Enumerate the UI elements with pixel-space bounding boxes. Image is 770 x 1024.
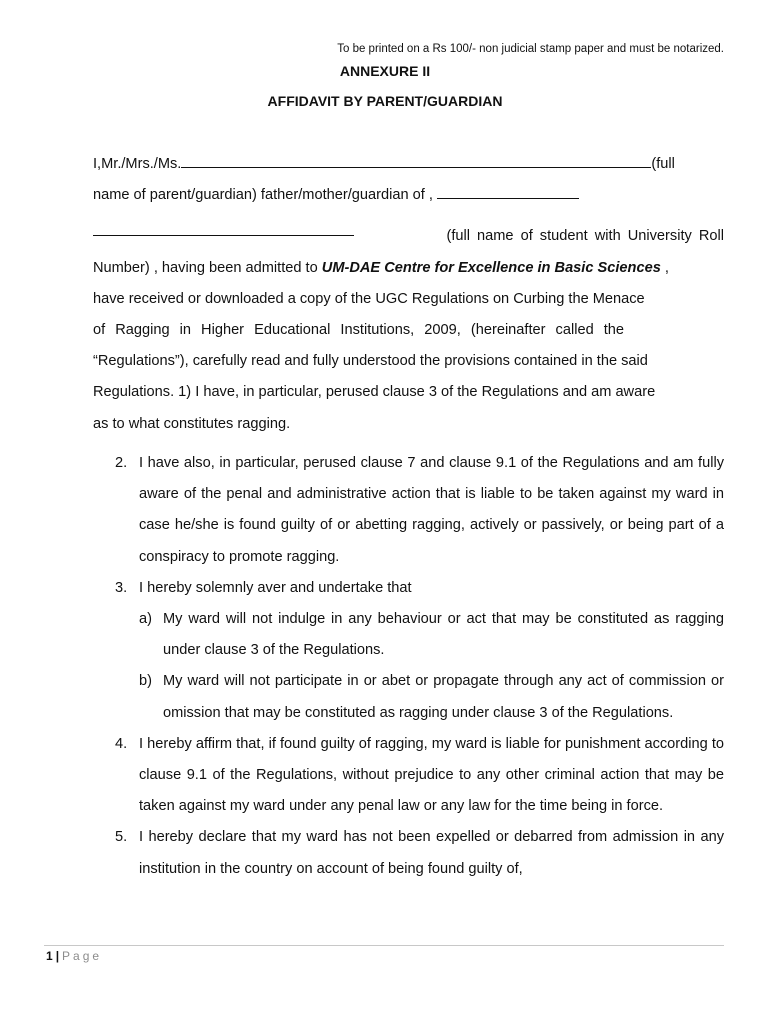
list-item-3: 3. I hereby solemnly aver and undertake that (115, 579, 412, 596)
parent-name-blank[interactable] (181, 153, 651, 168)
intro-line-3: (full name of student with University Roll (93, 221, 724, 252)
undertaking-list (93, 448, 724, 885)
page-footer (46, 949, 102, 963)
annexure-heading: ANNEXURE II (339, 63, 431, 79)
page-label: Page (62, 949, 103, 963)
intro-line-7: “Regulations”), carefully read and fully understood the provisions contained in the said (93, 353, 648, 370)
list-item-4: 4. I hereby affirm that, if found guilty of ragging, my ward is liable for punishment according to clause 9.1 of the Regulations, without prejudice to any other criminal action that may be taken against my ward under any penal law or any law for the time being in force. (115, 735, 724, 815)
intro-line-4: Number) , having been admitted to UM-DAE Centre for Excellence in Basic Sciences , (93, 259, 669, 276)
list-item-5: 5. I hereby declare that my ward has not been expelled or debarred from admission in any institution in the country on account of being found guilty of, (115, 829, 724, 877)
intro-line-1: I,Mr./Mrs./Ms. (full (93, 149, 724, 180)
intro-line-6: of Ragging in Higher Educational Institutions, 2009, (hereinafter called the (93, 322, 625, 339)
intro-paragraph (93, 149, 724, 440)
list-item-3b: b) My ward will not participate in or abet or propagate through any act of commission or omission that may be constituted as ragging under clause 3 of the Regulations. (139, 673, 724, 721)
footer-separator: | (55, 949, 60, 963)
student-name-blank-1[interactable] (437, 184, 579, 199)
footer-divider (44, 945, 724, 946)
stamp-paper-note: To be printed on a Rs 100/- non judicial stamp paper and must be notarized. (337, 43, 724, 55)
student-name-blank-2[interactable] (93, 221, 354, 236)
intro-line-8: Regulations. 1) I have, in particular, perused clause 3 of the Regulations and am aware (93, 384, 656, 401)
intro-line-9: as to what constitutes ragging. (93, 415, 291, 432)
list-item-3a: a) My ward will not indulge in any behaviour or act that may be constituted as ragging under clause 3 of the Regulations. (139, 611, 724, 659)
intro-line-5: have received or downloaded a copy of the UGC Regulations on Curbing the Menace (93, 290, 645, 307)
page-number: 1 (46, 949, 53, 963)
intro-line-2: name of parent/guardian) father/mother/guardian of , (93, 180, 724, 211)
institution-name: UM-DAE Centre for Excellence in Basic Sciences (321, 259, 661, 276)
page-title: AFFIDAVIT BY PARENT/GUARDIAN (267, 93, 503, 109)
list-item-2: 2. I have also, in particular, perused clause 7 and clause 9.1 of the Regulations and am fully aware of the penal and administrative action that is liable to be taken against my ward in case he/she is found guilty of or abetting ragging, actively or passively, or being part of a conspiracy to promote ragging. (115, 455, 724, 565)
